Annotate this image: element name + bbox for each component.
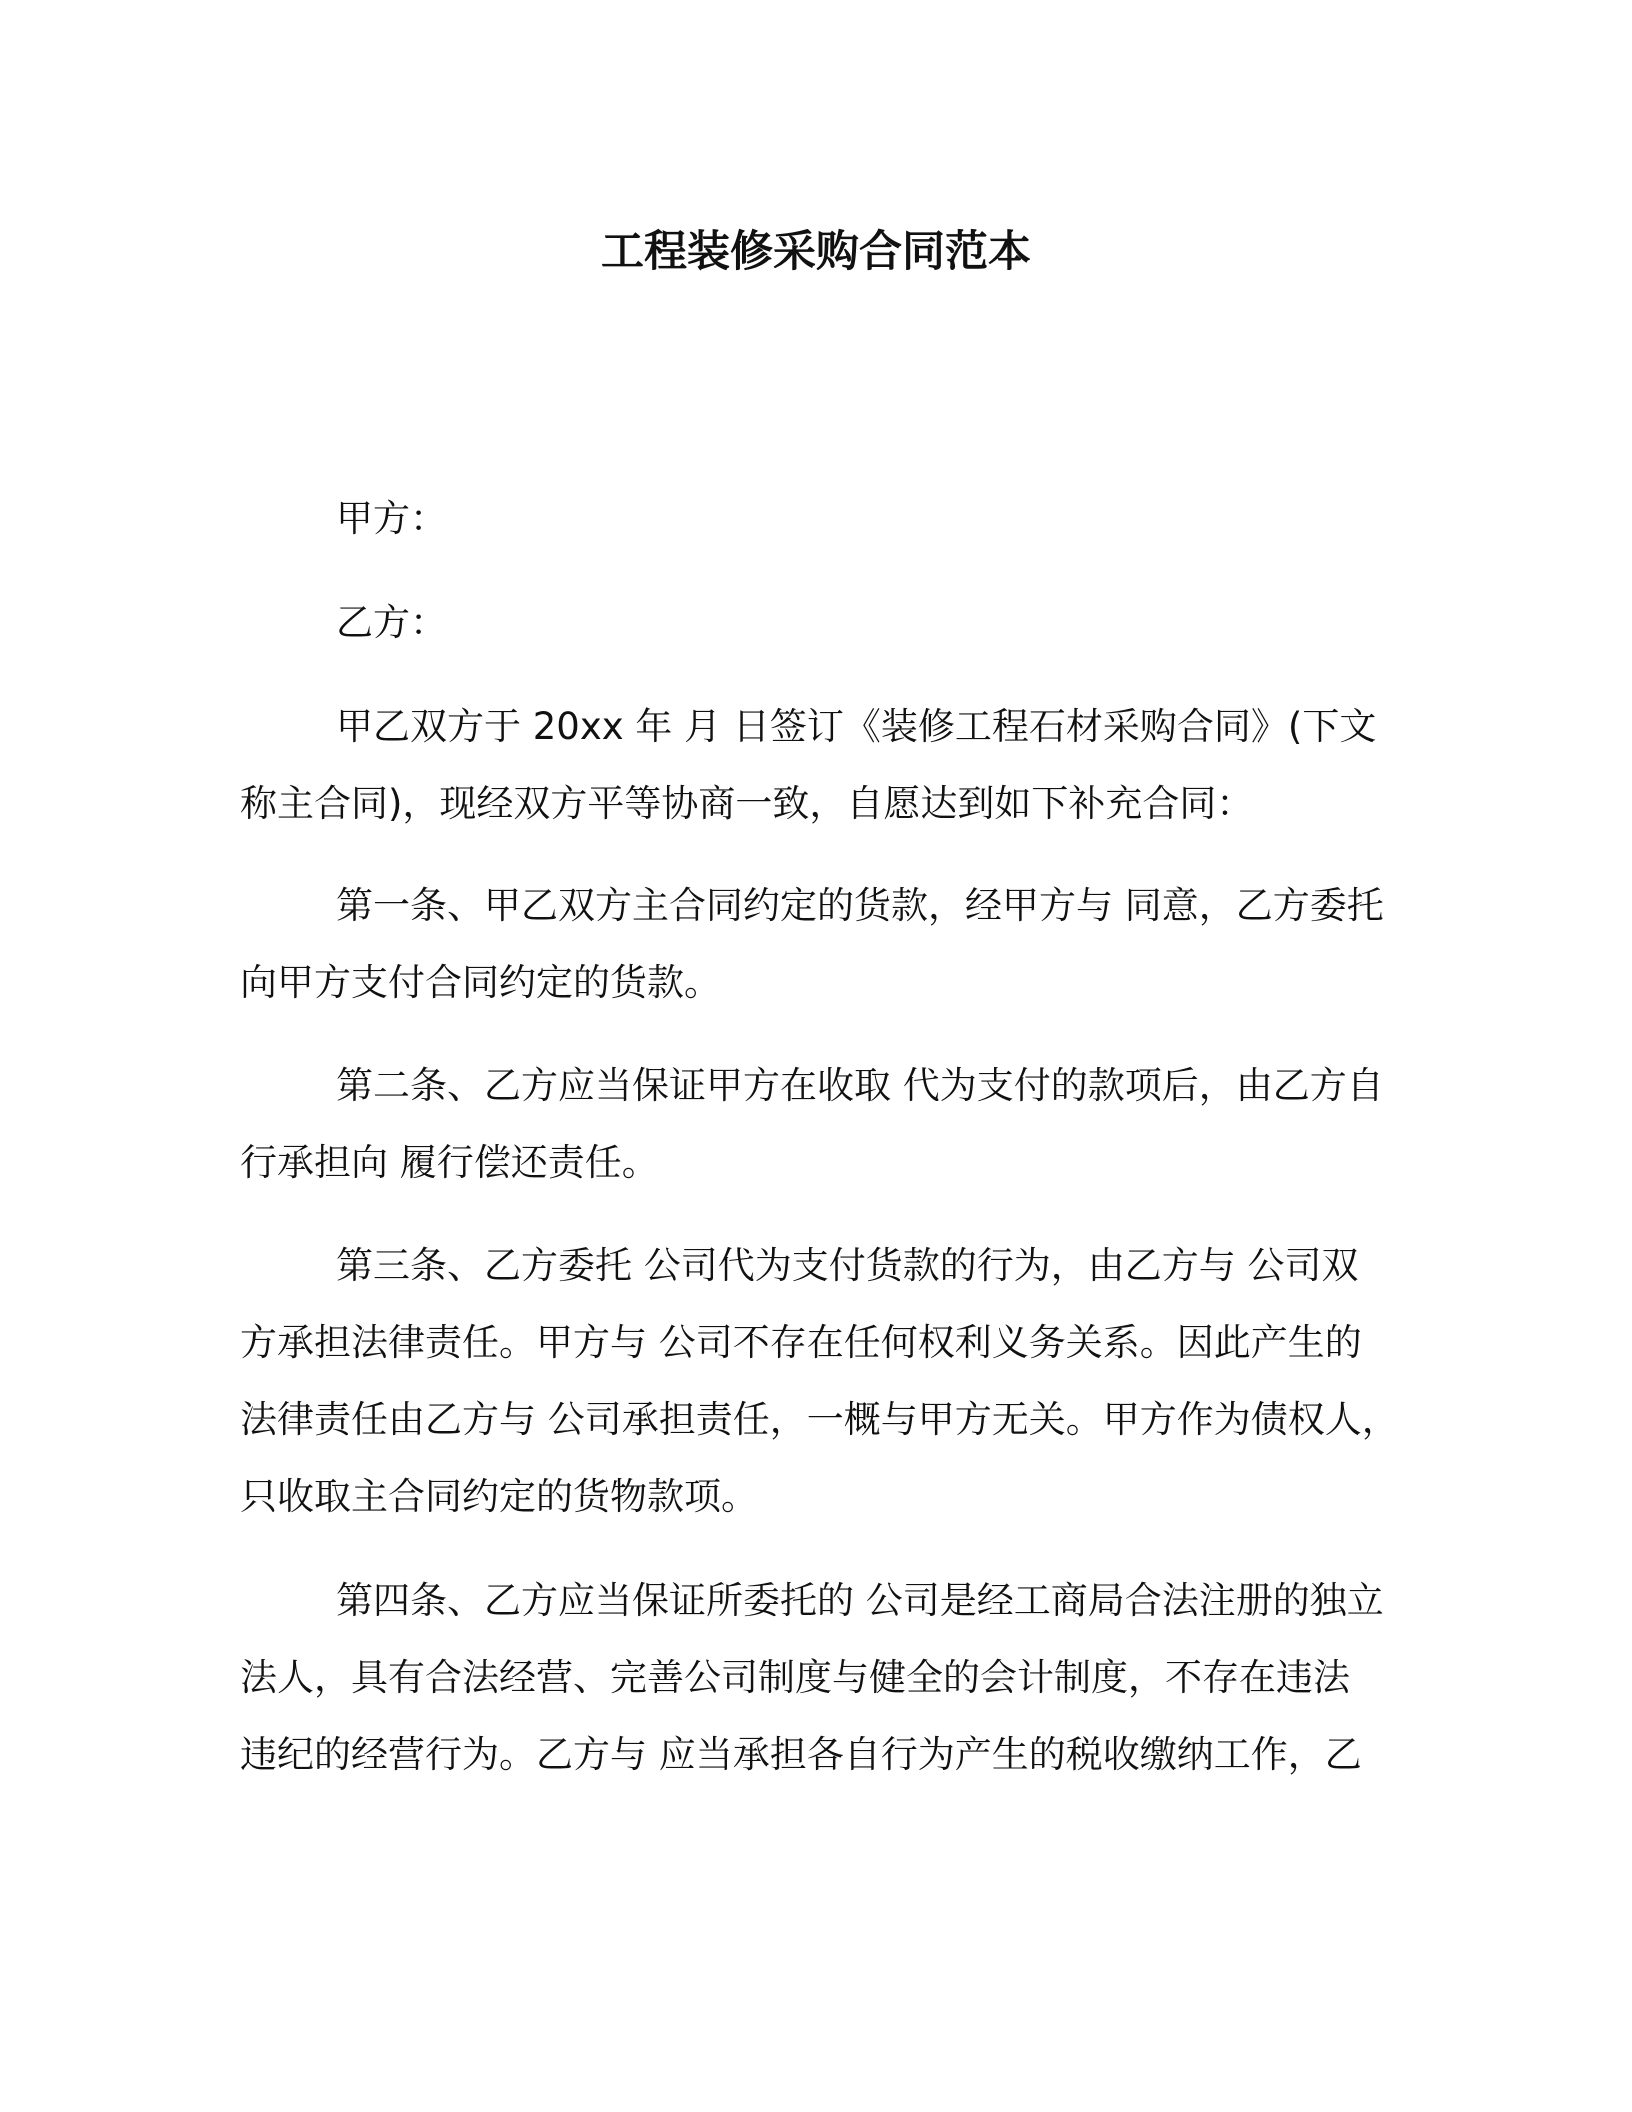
article-4-line: 违纪的经营行为。乙方与 应当承担各自行为产生的税收缴纳工作，乙 xyxy=(240,1733,1362,1776)
article-2-line: 第二条、乙方应当保证甲方在收取 代为支付的款项后，由乙方自 xyxy=(336,1064,1384,1107)
party-a-line: 甲方： xyxy=(336,497,447,540)
article-3-line: 只收取主合同约定的货物款项。 xyxy=(240,1475,758,1518)
article-4-line: 法人，具有合法经营、完善公司制度与健全的会计制度，不存在违法 xyxy=(240,1656,1350,1699)
article-1-line: 向甲方支付合同约定的货款。 xyxy=(240,961,721,1004)
paragraph-line: 甲乙双方于 20xx 年 月 日签订《装修工程石材采购合同》(下文 xyxy=(336,705,1377,748)
article-3-line: 方承担法律责任。甲方与 公司不存在任何权利义务关系。因此产生的 xyxy=(240,1321,1362,1364)
article-1-line: 第一条、甲乙双方主合同约定的货款，经甲方与 同意，乙方委托 xyxy=(336,884,1384,927)
article-3-line: 法律责任由乙方与 公司承担责任，一概与甲方无关。甲方作为债权人， xyxy=(240,1398,1399,1441)
party-b-line: 乙方： xyxy=(336,601,447,644)
article-4-line: 第四条、乙方应当保证所委托的 公司是经工商局合法注册的独立 xyxy=(336,1579,1384,1622)
paragraph-line: 称主合同)，现经双方平等协商一致，自愿达到如下补充合同： xyxy=(240,782,1254,825)
article-3-line: 第三条、乙方委托 公司代为支付货款的行为，由乙方与 公司双 xyxy=(336,1244,1359,1287)
article-2-line: 行承担向 履行偿还责任。 xyxy=(240,1141,659,1184)
document-title: 工程装修采购合同范本 xyxy=(601,227,1031,277)
